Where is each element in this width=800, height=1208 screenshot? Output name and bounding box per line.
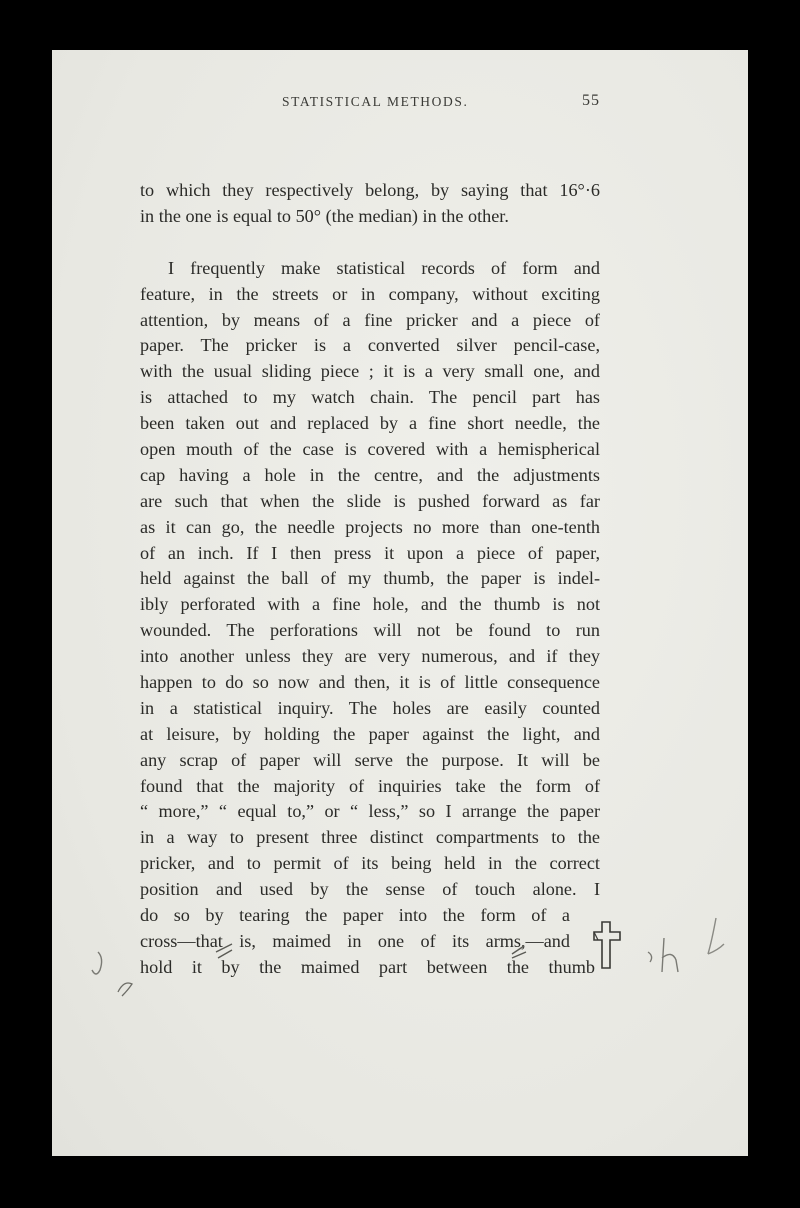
- text-line: I frequently make statistical records of form and: [168, 257, 600, 278]
- text-line: open mouth of the case is covered with a hemispherical: [140, 439, 600, 460]
- text-line: in a statistical inquiry. The holes are easily counted: [140, 697, 600, 718]
- text-line: “ more,” “ equal to,” or “ less,” so I arrange the paper: [140, 801, 600, 822]
- text-line: cap having a hole in the centre, and the adjustments: [140, 464, 600, 485]
- running-title: STATISTICAL METHODS.: [282, 94, 469, 109]
- text-line: in a way to present three distinct compartments to the: [140, 827, 600, 848]
- text-line: attention, by means of a fine pricker and a piece of: [140, 309, 600, 330]
- text-line: found that the majority of inquiries take the form of: [140, 775, 600, 796]
- text-line: held against the ball of my thumb, the paper is indel-: [140, 568, 600, 589]
- text-line: in the one is equal to 50° (the median) in the other.: [140, 205, 509, 226]
- text-line: are such that when the slide is pushed forward as far: [140, 490, 600, 511]
- text-line: paper. The pricker is a converted silver pencil-case,: [140, 335, 600, 356]
- text-line: with the usual sliding piece ; it is a very small one, and: [140, 361, 600, 382]
- text-line: happen to do so now and then, it is of little consequence: [140, 672, 600, 693]
- text-line: at leisure, by holding the paper against the light, and: [140, 723, 600, 744]
- text-line: into another unless they are very numerous, and if they: [140, 646, 600, 667]
- text-line: any scrap of paper will serve the purpose. It will be: [140, 749, 600, 770]
- text-line: as it can go, the needle projects no more than one-tenth: [140, 516, 600, 537]
- text-line: ibly perforated with a fine hole, and the thumb is not: [140, 594, 600, 615]
- text-line: to which they respectively belong, by saying that 16°·6: [140, 180, 600, 200]
- text-line: cross—that is, maimed in one of its arms,—and: [140, 930, 570, 951]
- text-line: wounded. The perforations will not be found to run: [140, 620, 600, 641]
- text-line: of an inch. If I then press it upon a piece of paper,: [140, 542, 600, 563]
- text-line: feature, in the streets or in company, without exciting: [140, 283, 600, 304]
- text-line: pricker, and to permit of its being held in the correct: [140, 853, 600, 874]
- text-line: do so by tearing the paper into the form of a: [140, 905, 570, 926]
- text-line: position and used by the sense of touch alone. I: [140, 879, 600, 900]
- text-line: is attached to my watch chain. The pencil part has: [140, 387, 600, 408]
- page-number: 55: [582, 92, 600, 109]
- text-line: hold it by the maimed part between the thumb: [140, 956, 595, 977]
- text-line: been taken out and replaced by a fine short needle, the: [140, 413, 600, 434]
